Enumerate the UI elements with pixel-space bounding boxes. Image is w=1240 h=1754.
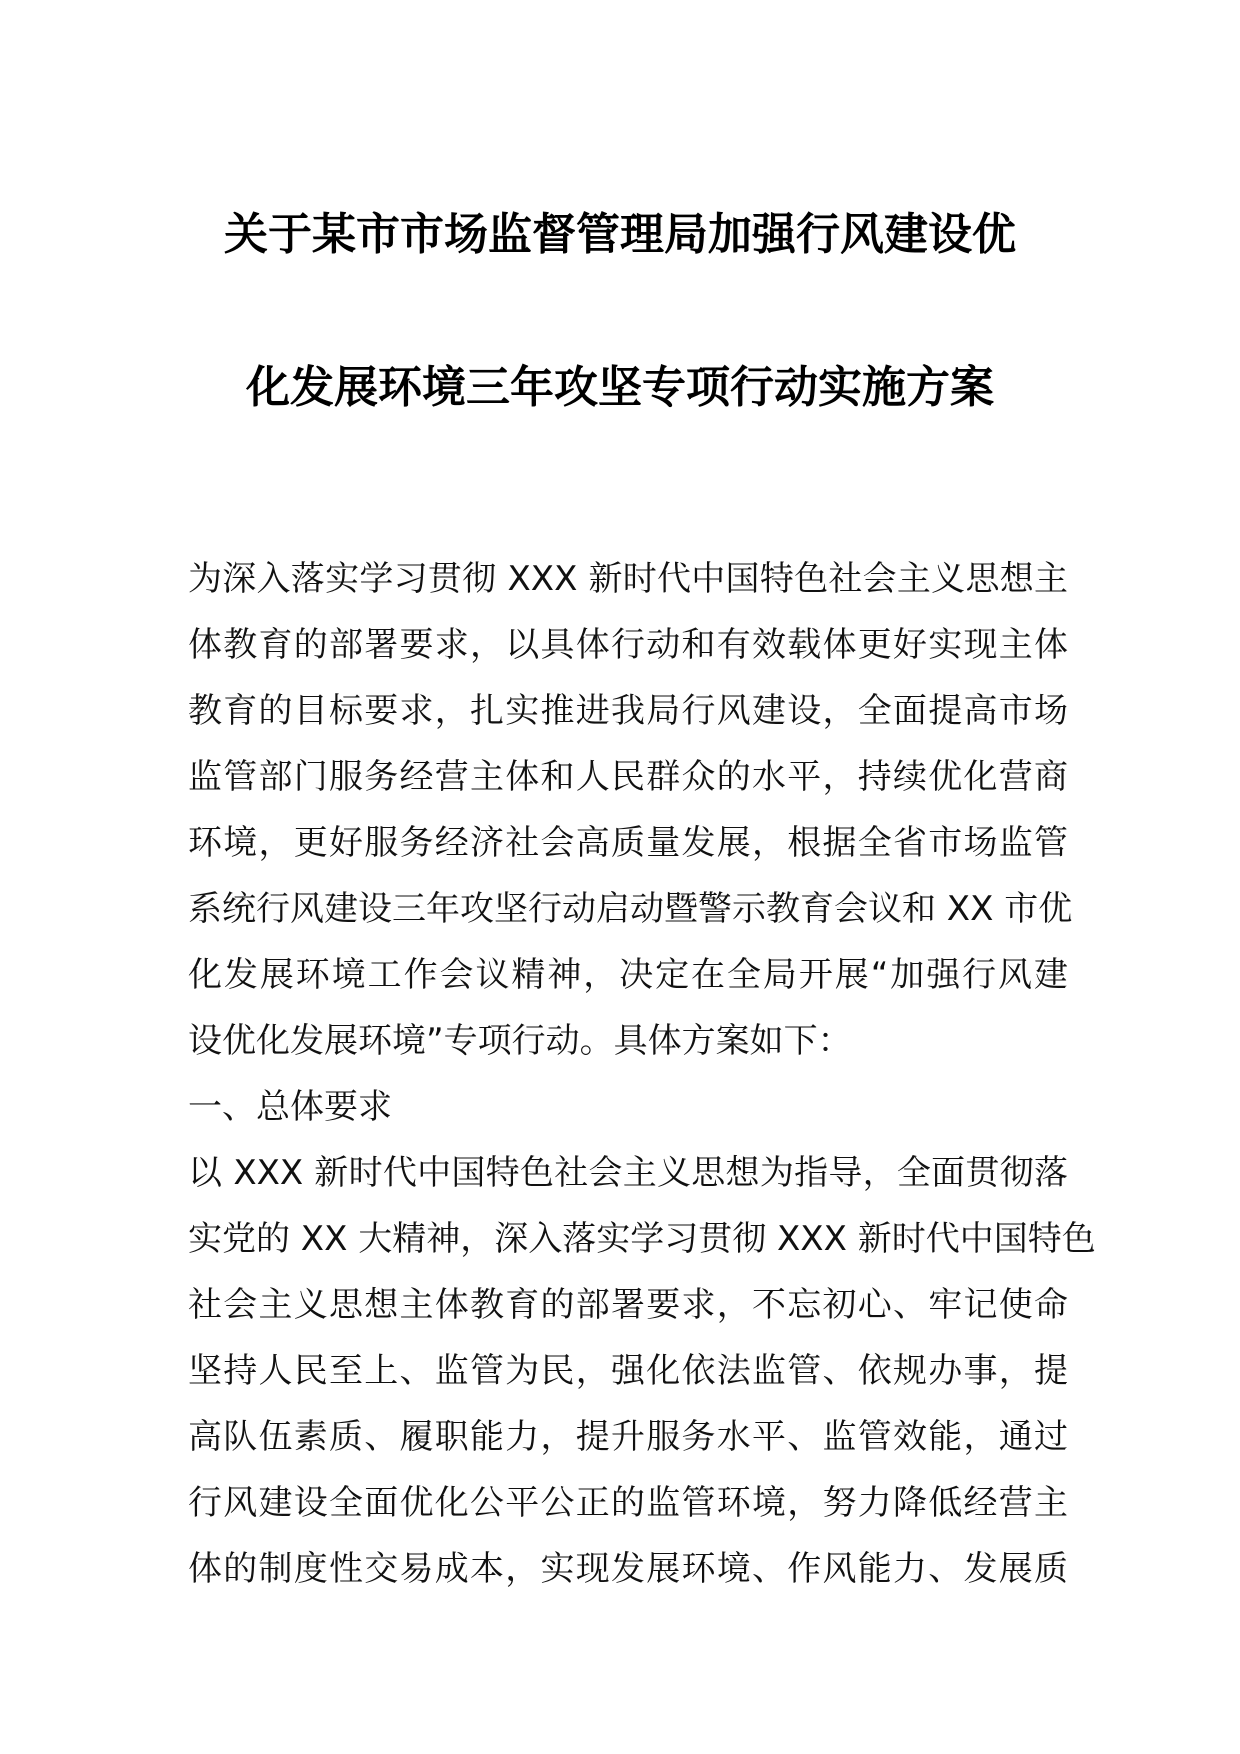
paragraph-line: 社会主义思想主体教育的部署要求，不忘初心、牢记使命 xyxy=(188,1285,1068,1325)
paragraph-line: 坚持人民至上、监管为民，强化依法监管、依规办事，提 xyxy=(188,1351,1068,1391)
paragraph-line: 实党的 XX 大精神，深入落实学习贯彻 XXX 新时代中国特色 xyxy=(188,1219,1096,1259)
paragraph-line: 监管部门服务经营主体和人民群众的水平，持续优化营商 xyxy=(188,757,1068,797)
paragraph-line: 以 XXX 新时代中国特色社会主义思想为指导，全面贯彻落 xyxy=(188,1153,1068,1193)
document-body xyxy=(188,546,1096,1602)
paragraph-line: 环境，更好服务经济社会高质量发展，根据全省市场监管 xyxy=(188,823,1068,863)
paragraph-line: 化发展环境工作会议精神，决定在全局开展“加强行风建 xyxy=(188,955,1068,995)
paragraph-line: 高队伍素质、履职能力，提升服务水平、监管效能，通过 xyxy=(188,1417,1068,1457)
paragraph-line: 系统行风建设三年攻坚行动启动暨警示教育会议和 XX 市优 xyxy=(188,889,1073,929)
paragraph-line: 为深入落实学习贯彻 XXX 新时代中国特色社会主义思想主 xyxy=(188,559,1068,599)
paragraph-line: 设优化发展环境”专项行动。具体方案如下： xyxy=(188,1021,852,1061)
paragraph-line: 行风建设全面优化公平公正的监管环境，努力降低经营主 xyxy=(188,1483,1068,1523)
paragraph-line: 体的制度性交易成本，实现发展环境、作风能力、发展质 xyxy=(188,1549,1068,1589)
document-title-line-2: 化发展环境三年攻坚专项行动实施方案 xyxy=(246,362,994,413)
document-title-line-1: 关于某市市场监督管理局加强行风建设优 xyxy=(224,209,1016,260)
paragraph-line: 教育的目标要求，扎实推进我局行风建设，全面提高市场 xyxy=(188,691,1068,731)
paragraph-line: 体教育的部署要求，以具体行动和有效载体更好实现主体 xyxy=(188,625,1068,665)
section-heading: 一、总体要求 xyxy=(188,1087,392,1127)
